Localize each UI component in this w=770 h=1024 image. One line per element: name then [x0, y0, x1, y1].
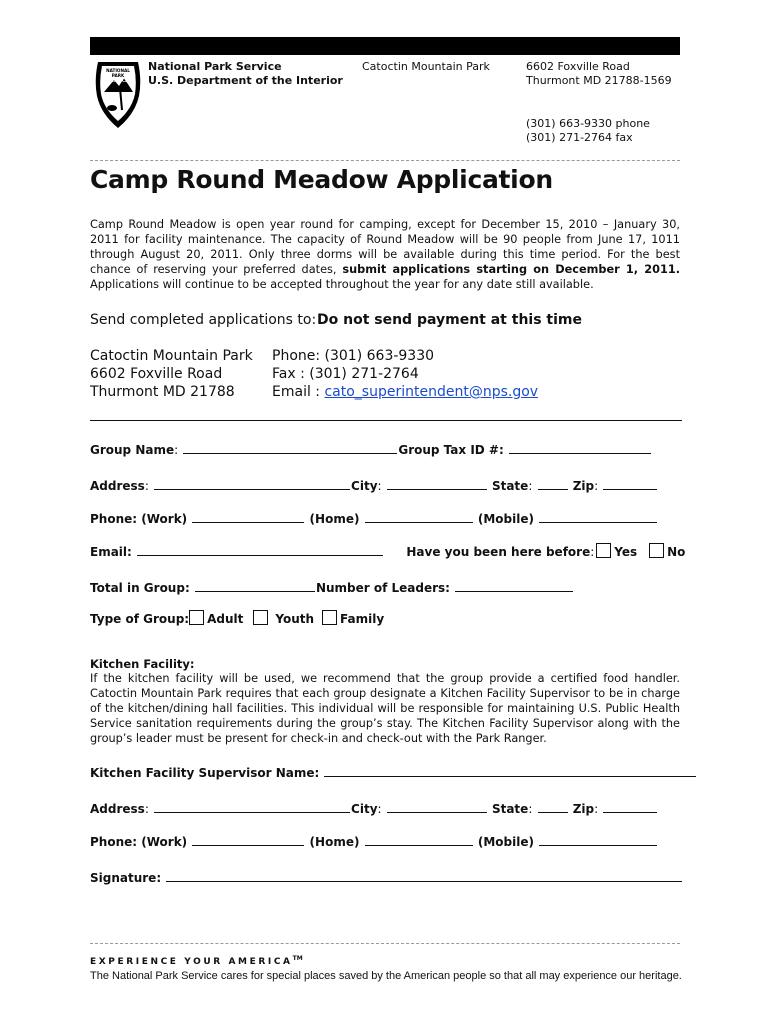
tagline-text: EXPERIENCE YOUR AMERICA: [90, 957, 293, 967]
mail-addr-line2: 6602 Foxville Road: [90, 366, 223, 382]
row-type-group: [90, 610, 384, 626]
send-label: Send completed applications to:: [90, 312, 317, 328]
phone-work-field[interactable]: [192, 511, 304, 523]
label-adult: Adult: [207, 612, 244, 626]
header-addr1: 6602 Foxville Road: [526, 60, 630, 73]
city-field[interactable]: [387, 478, 487, 490]
header-bar: [90, 37, 680, 55]
no-checkbox[interactable]: [649, 543, 664, 558]
section-divider: [90, 420, 682, 421]
label-state-2: State: [491, 802, 529, 816]
label-youth: Youth: [275, 612, 315, 626]
label-signature: Signature:: [90, 871, 162, 885]
family-checkbox[interactable]: [322, 610, 337, 625]
youth-checkbox[interactable]: [253, 610, 268, 625]
row-phone: [90, 511, 658, 526]
page-title: Camp Round Meadow Application: [90, 165, 553, 194]
label-kfs-name: Kitchen Facility Supervisor Name:: [90, 766, 320, 780]
num-leaders-field[interactable]: [455, 580, 573, 592]
footer-tagline: [90, 955, 303, 967]
header-park: Catoctin Mountain Park: [362, 60, 490, 73]
kitchen-heading: Kitchen Facility:: [90, 657, 195, 671]
phone-work-field-2[interactable]: [192, 834, 304, 846]
row-kfs-name: [90, 765, 697, 780]
intro-part2: Applications will continue to be accepted throughout the year for any date still available.: [90, 278, 594, 291]
contact-fax: Fax : (301) 271-2764: [272, 366, 419, 382]
yes-checkbox[interactable]: [596, 543, 611, 558]
label-mobile: (Mobile): [477, 512, 534, 526]
group-tax-field[interactable]: [509, 442, 651, 454]
state-field-2[interactable]: [538, 801, 568, 813]
phone-mobile-field-2[interactable]: [539, 834, 657, 846]
label-no: No: [667, 545, 686, 559]
label-home-2: (Home): [309, 835, 360, 849]
label-city: City: [351, 479, 378, 493]
group-name-field[interactable]: [183, 442, 397, 454]
label-zip: Zip: [572, 479, 595, 493]
label-group-tax: Group Tax ID #:: [398, 443, 504, 457]
row-phone-2: [90, 834, 658, 849]
logo-text-2: PARK: [111, 73, 125, 78]
intro-paragraph: [90, 217, 680, 292]
label-phone-work-2: Phone: (Work): [90, 835, 188, 849]
intro-part1: Camp Round Meadow is open year round for camping, except for December 15, 2010 – January 30, 2011 for facility maintenance. The capacity of Round Meadow will be 90 people from June 17, 1011 through August 20, 2011. Only three dorms will be available during this time period. For the best chance of reserving your preferred dates,: [90, 218, 680, 276]
label-zip-2: Zip: [572, 802, 595, 816]
label-address-2: Address: [90, 802, 145, 816]
kitchen-paragraph: If the kitchen facility will be used, we recommend that the group provide a certified food handler. Catoctin Mountain Park requires that each group designate a Kitchen Facility Supervisor to be in charge of the kitchen/dining hall facilities. This individual will be responsible for maintaining U.S. Public Health Service sanitation requirements during the group’s stay. The Kitchen Facility Supervisor along with the group’s leader must be present for check-in and check-out with the Park Ranger.: [90, 672, 680, 745]
footer-divider: [90, 943, 680, 944]
header-phone: (301) 663-9330 phone: [526, 117, 650, 130]
address-field[interactable]: [154, 478, 350, 490]
logo-text-3: SERVICE: [108, 78, 128, 83]
nps-arrowhead-logo: [92, 58, 144, 130]
header-org: [148, 60, 343, 88]
address-field-2[interactable]: [154, 801, 350, 813]
label-num-leaders: Number of Leaders:: [315, 581, 450, 595]
zip-field[interactable]: [603, 478, 657, 490]
org-line2: U.S. Department of the Interior: [148, 74, 343, 87]
total-group-field[interactable]: [195, 580, 315, 592]
row-address-2: Address: City: State: Zip:: [90, 801, 658, 816]
tagline-tm: TM: [292, 955, 303, 962]
label-email: Email:: [90, 545, 132, 559]
label-state: State: [491, 479, 529, 493]
phone-home-field-2[interactable]: [365, 834, 473, 846]
label-mobile-2: (Mobile): [477, 835, 534, 849]
adult-checkbox[interactable]: [189, 610, 204, 625]
label-been-here: Have you been here before: [406, 545, 591, 559]
row-signature: [90, 870, 683, 885]
mail-contacts: [272, 347, 538, 401]
row-totals: [90, 580, 574, 595]
mail-addr-line1: Catoctin Mountain Park: [90, 348, 253, 364]
email-link[interactable]: cato_superintendent@nps.gov: [324, 384, 539, 400]
org-line1: National Park Service: [148, 60, 282, 73]
contact-email-label: Email :: [272, 384, 325, 400]
email-field[interactable]: [137, 544, 383, 556]
header-address: [526, 60, 672, 88]
logo-text-1: NATIONAL: [106, 68, 130, 73]
row-address: Address: City: State: Zip:: [90, 478, 658, 493]
label-city-2: City: [351, 802, 378, 816]
label-address: Address: [90, 479, 145, 493]
phone-mobile-field[interactable]: [539, 511, 657, 523]
header-addr2: Thurmont MD 21788-1569: [526, 74, 672, 87]
label-type-group: Type of Group:: [90, 612, 190, 626]
zip-field-2[interactable]: [603, 801, 657, 813]
contact-phone: Phone: (301) 663-9330: [272, 348, 435, 364]
payment-notice: Do not send payment at this time: [317, 312, 582, 328]
signature-field[interactable]: [166, 870, 682, 882]
label-total-group: Total in Group:: [90, 581, 190, 595]
header-divider: [90, 160, 680, 161]
label-group-name: Group Name: [90, 443, 175, 457]
state-field[interactable]: [538, 478, 568, 490]
intro-bold: submit applications starting on December 1, 2011.: [342, 263, 680, 276]
footer-text: The National Park Service cares for special places saved by the American people so that all may experience our heritage.: [90, 970, 682, 982]
city-field-2[interactable]: [387, 801, 487, 813]
label-home: (Home): [309, 512, 360, 526]
row-group-name: Group Name: Group Tax ID #:: [90, 442, 652, 457]
label-yes: Yes: [614, 545, 638, 559]
header-fax: (301) 271-2764 fax: [526, 131, 633, 144]
label-family: Family: [340, 612, 385, 626]
mail-address: [90, 347, 253, 401]
header-contact: [526, 117, 650, 145]
row-email: Email: Have you been here before: Yes No: [90, 545, 686, 559]
phone-home-field[interactable]: [365, 511, 473, 523]
mail-addr-line3: Thurmont MD 21788: [90, 384, 235, 400]
kfs-name-field[interactable]: [324, 765, 696, 777]
label-phone-work: Phone: (Work): [90, 512, 188, 526]
